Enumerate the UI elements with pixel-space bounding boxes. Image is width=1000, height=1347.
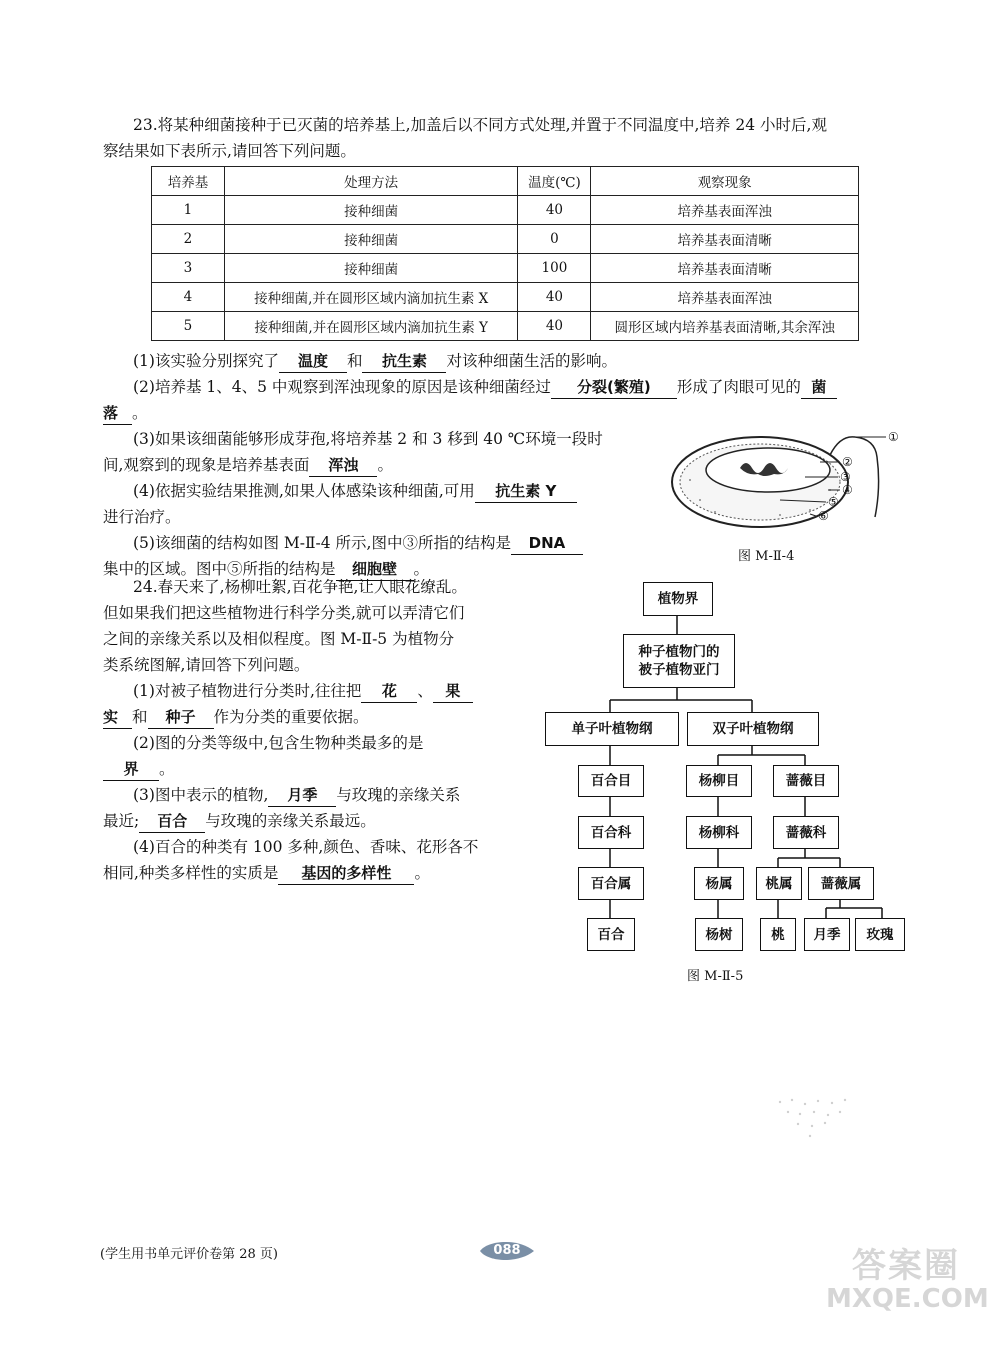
table-cell: 接种细菌,并在圆形区域内滴加抗生素 Y: [224, 312, 518, 341]
q24-part3-line1: (3)图中表示的植物, 月季 与玫瑰的亲缘关系: [133, 782, 460, 808]
answer-blank: 实: [103, 706, 132, 729]
node-species-poplar: 杨树: [695, 918, 743, 951]
table-cell: 100: [518, 254, 591, 283]
q23-part2-line2: 落 。: [103, 400, 148, 426]
table-cell: 培养基表面清晰: [591, 254, 859, 283]
q23-part2-line1: (2)培养基 1、4、5 中观察到浑浊现象的原因是该种细菌经过 分裂(繁殖) 形成了肉眼可见的 菌: [133, 374, 913, 400]
node-species-rose: 玫瑰: [855, 918, 905, 951]
q23-part5-line2: 集中的区域。图中⑤所指的结构是 细胞壁 。: [103, 556, 429, 582]
col-header: 温度(℃): [518, 167, 591, 196]
q23-part5-line1: (5)该细菌的结构如图 M-Ⅱ-4 所示,图中③所指的结构是 DNA: [133, 530, 583, 556]
table-cell: 3: [152, 254, 225, 283]
answer-blank: 月季: [268, 784, 336, 807]
node-genus-peach: 桃属: [756, 867, 802, 900]
q23-part4-line1: (4)依据实验结果推测,如果人体感染该种细菌,可用 抗生素 Y: [133, 478, 577, 504]
q24-part1-line2: 实 和 种子 作为分类的重要依据。: [103, 704, 369, 730]
table-cell: 接种细菌: [224, 225, 518, 254]
table-cell: 培养基表面浑浊: [591, 283, 859, 312]
node-genus-populus: 杨属: [694, 867, 744, 900]
q24-part2-line2: 界 。: [103, 756, 175, 782]
page-number-badge: [478, 1238, 536, 1264]
q23-part1: (1)该实验分别探究了 温度 和 抗生素 对该种细菌生活的影响。: [133, 348, 617, 374]
answer-blank: 落: [103, 402, 132, 425]
figure-caption-m2-5: 图 M-Ⅱ-5: [687, 969, 744, 984]
node-order-salicales: 杨柳目: [686, 765, 752, 797]
q24-part1-line1: (1)对被子植物进行分类时,往往把 花 、 果: [133, 678, 473, 704]
answer-blank: DNA: [511, 532, 583, 555]
node-phylum: 种子植物门的 被子植物亚门: [623, 634, 735, 688]
node-family-lily: 百合科: [578, 816, 644, 849]
table-cell: 接种细菌: [224, 254, 518, 283]
footer-reference: (学生用书单元评价卷第 28 页): [100, 1247, 278, 1262]
label-3: ③: [840, 470, 851, 484]
table-cell: 圆形区域内培养基表面清晰,其余浑浊: [591, 312, 859, 341]
col-header: 观察现象: [591, 167, 859, 196]
table-cell: 40: [518, 283, 591, 312]
answer-blank: 百合: [139, 810, 205, 833]
col-header: 培养基: [152, 167, 225, 196]
q24-intro-line1: 24.春天来了,杨柳吐絮,百花争艳,让人眼花缭乱。: [133, 578, 467, 596]
answer-blank: 抗生素 Y: [475, 480, 577, 503]
table-cell: 40: [518, 312, 591, 341]
figure-caption-m2-4: 图 M-Ⅱ-4: [738, 549, 795, 564]
node-class-monocot: 单子叶植物纲: [545, 712, 679, 746]
node-family-rosaceae: 蔷薇科: [773, 816, 839, 849]
q24-intro-line4: 类系统图解,请回答下列问题。: [103, 656, 310, 674]
decorative-speckle: [770, 1092, 860, 1142]
answer-blank: 界: [103, 758, 159, 781]
answer-blank: 细胞壁: [336, 558, 414, 581]
node-kingdom: 植物界: [643, 582, 713, 616]
page-number: 088: [493, 1243, 521, 1258]
node-genus-rosa: 蔷薇属: [808, 867, 874, 900]
q24-part2-line1: (2)图的分类等级中,包含生物种类最多的是: [133, 734, 424, 752]
table-cell: 接种细菌: [224, 196, 518, 225]
q23-part4-line2: 进行治疗。: [103, 508, 181, 526]
node-class-dicot: 双子叶植物纲: [687, 712, 819, 746]
node-species-peach: 桃: [760, 918, 796, 951]
label-6: ⑥: [818, 509, 829, 523]
label-5: ⑤: [828, 495, 839, 509]
q23-intro-line2: 察结果如下表所示,请回答下列问题。: [103, 142, 356, 160]
answer-blank: 基因的多样性: [278, 862, 414, 885]
watermark-url: MXQE.COM: [826, 1284, 989, 1314]
table-cell: 1: [152, 196, 225, 225]
answer-blank: 分裂(繁殖): [551, 376, 677, 399]
table-cell: 40: [518, 196, 591, 225]
node-species-lily: 百合: [587, 918, 635, 951]
q23-intro-line1: 23.将某种细菌接种于已灭菌的培养基上,加盖后以不同方式处理,并置于不同温度中,培养 24 小时后,观: [133, 116, 827, 134]
answer-blank: 抗生素: [362, 350, 446, 373]
answer-blank: 花: [361, 680, 417, 703]
q24-intro-line3: 之间的亲缘关系以及相似程度。图 M-Ⅱ-5 为植物分: [103, 630, 455, 648]
table-cell: 2: [152, 225, 225, 254]
node-genus-lilium: 百合属: [578, 867, 644, 900]
col-header: 处理方法: [224, 167, 518, 196]
table-cell: 4: [152, 283, 225, 312]
q24-part4-line2: 相同,种类多样性的实质是 基因的多样性 。: [103, 860, 430, 886]
table-cell: 培养基表面浑浊: [591, 196, 859, 225]
node-order-rosales: 蔷薇目: [773, 765, 839, 797]
q23-part3-line2: 间,观察到的现象是培养基表面 浑浊 。: [103, 452, 393, 478]
node-species-chinese-rose: 月季: [804, 918, 850, 951]
table-cell: 接种细菌,并在圆形区域内滴加抗生素 X: [224, 283, 518, 312]
table-cell: 0: [518, 225, 591, 254]
table-cell: 培养基表面清晰: [591, 225, 859, 254]
q24-part4-line1: (4)百合的种类有 100 多种,颜色、香味、花形各不: [133, 838, 479, 856]
node-family-salicaceae: 杨柳科: [686, 816, 752, 849]
table-cell: 5: [152, 312, 225, 341]
answer-blank: 菌: [801, 376, 837, 399]
answer-blank: 果: [433, 680, 473, 703]
answer-blank: 温度: [279, 350, 347, 373]
q23-part3-line1: (3)如果该细菌能够形成芽孢,将培养基 2 和 3 移到 40 ℃环境一段时: [133, 430, 603, 448]
label-4: ④: [842, 483, 853, 497]
watermark-logo: 答案圈: [852, 1246, 960, 1286]
q24-part3-line2: 最近; 百合 与玫瑰的亲缘关系最远。: [103, 808, 376, 834]
node-order-lily: 百合目: [578, 765, 644, 797]
label-1: ①: [888, 430, 899, 444]
answer-blank: 浑浊: [309, 454, 377, 477]
label-2: ②: [842, 455, 853, 469]
answer-blank: 种子: [148, 706, 214, 729]
q24-intro-line2: 但如果我们把这些植物进行科学分类,就可以弄清它们: [103, 604, 465, 622]
